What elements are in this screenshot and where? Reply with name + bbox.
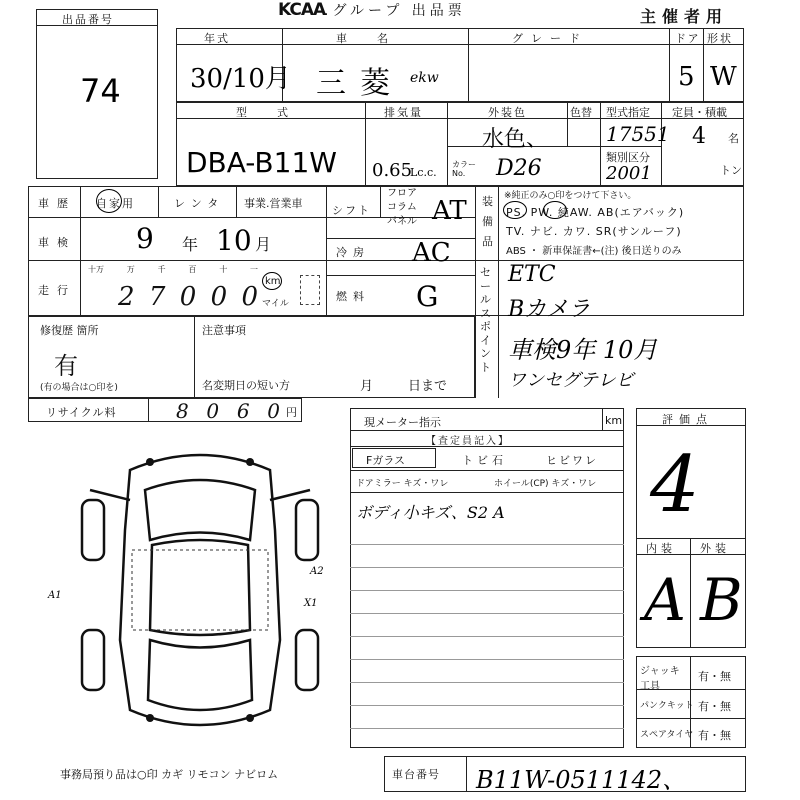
crack-label: ヒビワレ bbox=[546, 454, 598, 467]
displacement-value: 0.65 bbox=[372, 160, 413, 181]
meter-ruled-lines bbox=[350, 522, 624, 748]
chassis-label: 車台番号 bbox=[392, 768, 440, 781]
repair-note: (有の場合は○印を) bbox=[40, 383, 118, 393]
wheel-label: ホイール(CP) キズ・ワレ bbox=[494, 479, 597, 489]
tool-jack-label: ジャッキ工具 bbox=[640, 666, 680, 692]
recycle-label: リサイクル料 bbox=[46, 406, 117, 419]
exterior-value: B bbox=[700, 566, 743, 634]
equip-note: ※純正のみ○印をつけて下さい。 bbox=[504, 191, 637, 201]
make-label: 車名 bbox=[336, 32, 418, 45]
inspection-year-unit: 年 bbox=[182, 235, 199, 254]
inspection-month-unit: 月 bbox=[255, 235, 272, 254]
sales-point-line-3: 車検9年 10月 bbox=[508, 336, 658, 364]
repair-value: 有 bbox=[54, 352, 78, 380]
inspector-label: 【査定員記入】 bbox=[426, 436, 510, 447]
mileage-box bbox=[300, 275, 320, 305]
color-no-label: カラー No. bbox=[452, 160, 476, 178]
make-note: ekw bbox=[410, 70, 439, 86]
score-label: 評価点 bbox=[662, 413, 713, 426]
header-title: .グループ 出品票 bbox=[324, 3, 466, 19]
diagram-mark-x1: X1 bbox=[304, 598, 318, 609]
class-value: 2001 bbox=[606, 163, 652, 184]
body-label: 形状 bbox=[707, 32, 733, 45]
body-value: W bbox=[710, 62, 737, 92]
fuel-value: G bbox=[416, 280, 439, 313]
fuel-label: 燃料 bbox=[336, 290, 370, 303]
tool-puncture-value[interactable]: 有・無 bbox=[698, 700, 731, 713]
chassis-value: B11W-0511142、 bbox=[476, 766, 687, 794]
car-diagram bbox=[70, 440, 330, 740]
tool-spare-label: スペアタイヤ bbox=[640, 730, 694, 740]
exterior-label: 外装 bbox=[700, 542, 730, 555]
history-label: 車歴 bbox=[38, 197, 76, 210]
color-no-value: D26 bbox=[496, 156, 542, 181]
recycle-digits: 8 0 6 0 bbox=[176, 399, 280, 423]
capacity-label: 定員・積載 bbox=[672, 106, 727, 119]
equip-pw-circle bbox=[543, 201, 567, 219]
mileage-digits: 2 7 0 0 0 bbox=[118, 282, 258, 312]
mileage-mile[interactable]: マイル bbox=[262, 299, 289, 309]
expiry-label: 名変期日の短い方 bbox=[202, 379, 290, 392]
history-own[interactable]: 自家用 bbox=[96, 197, 135, 210]
inspection-year: 9 bbox=[136, 222, 154, 255]
diagram-mark-a2: A2 bbox=[310, 566, 324, 577]
mileage-km[interactable]: km bbox=[265, 276, 281, 287]
year-label: 年式 bbox=[204, 32, 230, 45]
type-designation-value: 17551 bbox=[606, 122, 670, 146]
interior-value: A bbox=[644, 566, 686, 634]
lot-number: 74 bbox=[80, 72, 121, 110]
capacity-unit: 名 bbox=[728, 132, 741, 145]
history-own-circle bbox=[96, 189, 122, 213]
organizer-label: 主催者用 bbox=[640, 7, 729, 26]
shift-value: AT bbox=[432, 196, 467, 226]
sales-point-line-1: ETC bbox=[508, 262, 556, 287]
mileage-km-circle bbox=[262, 272, 282, 290]
lot-label: 出品番号 bbox=[62, 13, 114, 26]
equip-line2: TV. ナビ. カワ. SR(サンルーフ) bbox=[506, 225, 682, 238]
sales-point-line-4: ワンセグテレビ bbox=[508, 370, 634, 391]
equip-ps-circle bbox=[503, 201, 527, 219]
model-label: 型式 bbox=[236, 106, 318, 119]
equip-line3: ABS ・ 新車保証書←(注) 後日送りのみ bbox=[506, 246, 682, 257]
doors-label: ドア bbox=[675, 32, 701, 45]
color-change-label: 色替 bbox=[570, 106, 592, 119]
footer-keys: 事務局預り品は○印 カギ リモコン ナビロム bbox=[60, 768, 279, 781]
capacity-value: 4 bbox=[692, 124, 706, 149]
doors-value: 5 bbox=[678, 62, 695, 92]
expiry-day: 日まで bbox=[408, 379, 448, 394]
recycle-unit: 円 bbox=[286, 406, 299, 419]
shift-panel[interactable]: パネル bbox=[387, 216, 417, 227]
displacement-label: 排気量 bbox=[384, 106, 423, 119]
tool-jack-value[interactable]: 有・無 bbox=[698, 670, 731, 683]
color-label: 外装色 bbox=[488, 106, 527, 119]
glass-label: Fガラス bbox=[366, 454, 405, 467]
mileage-units: 十万 万 千 百 十 一 bbox=[88, 265, 258, 274]
meter-unit: km bbox=[605, 414, 623, 427]
sales-point-line-2: Bカメラ bbox=[508, 297, 591, 322]
shift-floor[interactable]: フロア bbox=[387, 188, 417, 199]
inspection-label: 車検 bbox=[38, 236, 76, 249]
shift-options bbox=[387, 187, 417, 229]
grade-label: グレード bbox=[512, 32, 588, 45]
mileage-label: 走行 bbox=[38, 284, 76, 297]
year-value: 30/10月 bbox=[190, 64, 291, 94]
header-logo: KCAA bbox=[278, 0, 326, 20]
class-label: 類別区分 bbox=[606, 151, 650, 164]
meter-note: ボディ小キズ、S2 A bbox=[356, 503, 505, 522]
notice-label: 注意事項 bbox=[202, 324, 246, 337]
tool-spare-value[interactable]: 有・無 bbox=[698, 729, 731, 742]
shift-column[interactable]: コラム bbox=[387, 202, 417, 213]
history-business[interactable]: 事業.営業車 bbox=[244, 197, 303, 210]
model-value: DBA-B11W bbox=[186, 146, 337, 179]
tool-puncture-label: パンクキット bbox=[640, 701, 694, 711]
equip-line1: PS. PW. 純AW. AB(エアバック) bbox=[506, 206, 685, 219]
equip-label: 装備品 bbox=[482, 195, 493, 248]
inspection-month: 10 bbox=[216, 224, 252, 257]
make-value: 三菱 bbox=[316, 66, 404, 101]
sales-point-label: セールスポイント bbox=[480, 266, 491, 374]
ac-label: 冷房 bbox=[336, 246, 370, 259]
tonnage-unit: トン bbox=[720, 164, 742, 177]
meter-label: 現メーター指示 bbox=[364, 416, 441, 429]
displacement-unit: Lc.c. bbox=[410, 166, 437, 179]
score-value: 4 bbox=[650, 440, 700, 530]
history-rental[interactable]: レンタ bbox=[174, 197, 225, 210]
stone-label: トビ石 bbox=[462, 454, 507, 467]
ac-value: AC bbox=[412, 238, 451, 268]
repair-label: 修復歴 箇所 bbox=[40, 324, 99, 337]
diagram-mark-a1: A1 bbox=[48, 590, 62, 601]
mirror-label: ドアミラー キズ・ワレ bbox=[356, 479, 449, 489]
interior-label: 内装 bbox=[646, 542, 676, 555]
type-designation-label: 型式指定 bbox=[606, 106, 650, 119]
shift-label: シフト bbox=[332, 204, 371, 217]
expiry-month: 月 bbox=[360, 379, 376, 394]
color-value: 水色、 bbox=[482, 127, 549, 152]
